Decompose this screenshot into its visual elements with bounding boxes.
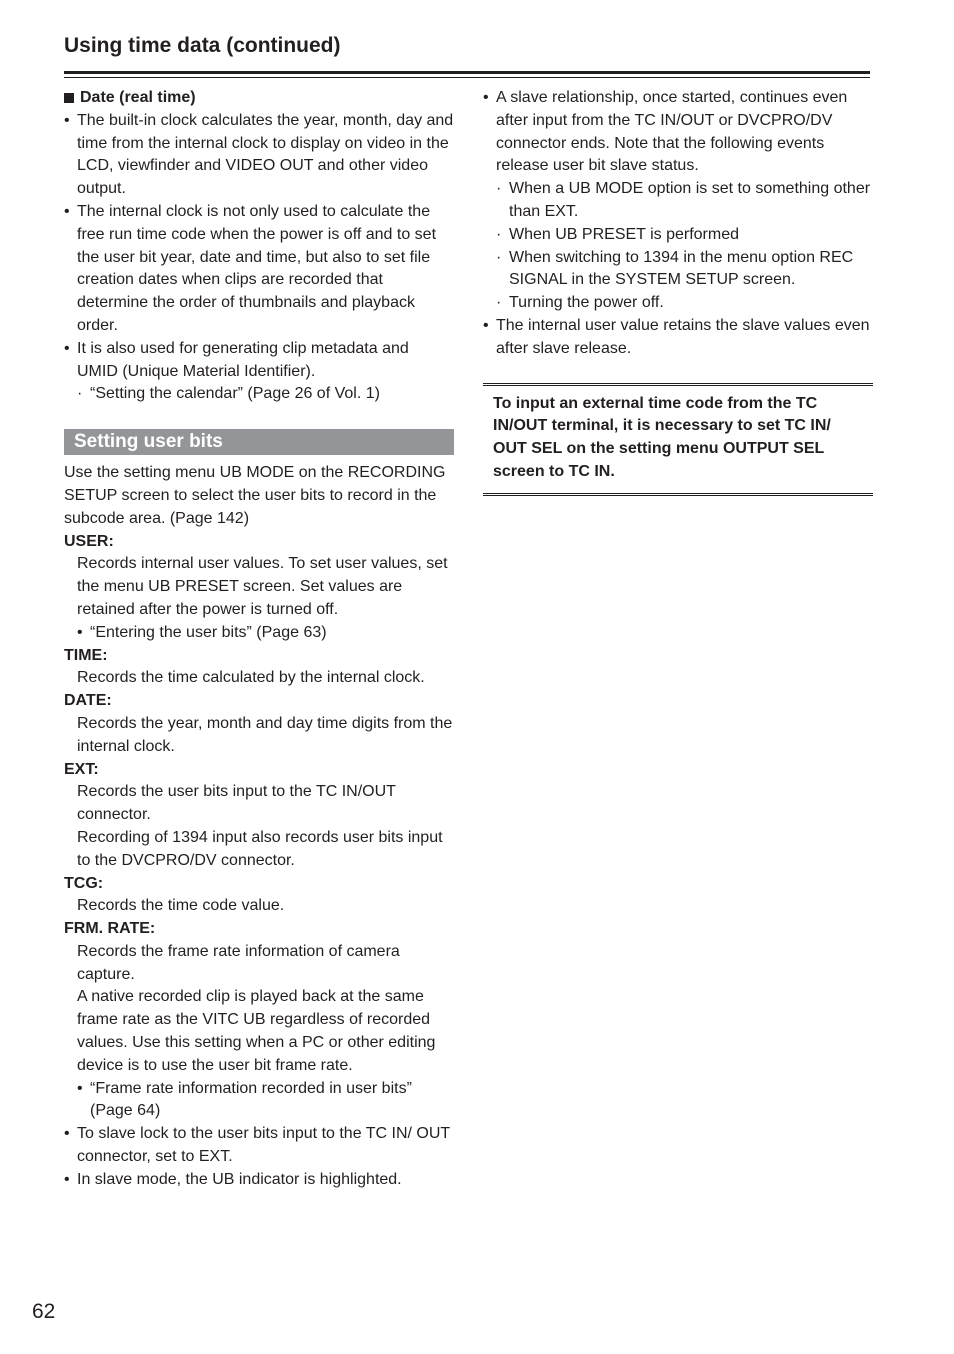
right-column — [483, 87, 873, 496]
tcg-label: TCG: — [64, 874, 104, 892]
release-item-2: · When UB PRESET is performed — [496, 225, 740, 243]
date-bullet-3: • It is also used for generating clip metadata and UMID (Unique Material Identifier). — [64, 338, 454, 384]
date-heading: Date (real time) — [64, 87, 454, 110]
frm-rate-reference: • “Frame rate information recorded in user bits” (Page 64) — [77, 1078, 454, 1124]
release-item-4: · Turning the power off. — [496, 294, 664, 312]
slave-relationship-bullet: • A slave relationship, once started, continues even after input from the TC IN/OUT or DVCPRO/DV connector ends. Note that the following events release user bit slave status. — [483, 87, 873, 178]
release-item-1: · When a UB MODE option is set to something other than EXT. — [496, 180, 871, 220]
date-bullet-1: • The built-in clock calculates the year, month, day and time from the internal clock to display on video in the LCD, viewfinder and VIDEO OUT and other video output. — [64, 110, 454, 201]
square-bullet-icon — [64, 93, 74, 103]
page-title: Using time data (continued) — [64, 34, 341, 57]
time-label: TIME: — [64, 646, 108, 664]
time-text: Records the time calculated by the internal clock. — [77, 669, 425, 687]
date-label: DATE: — [64, 692, 112, 710]
title-rule — [64, 71, 870, 78]
slave-mode-bullet: • In slave mode, the UB indicator is highlighted. — [64, 1169, 454, 1192]
date-reference: · “Setting the calendar” (Page 26 of Vol. 1) — [77, 385, 380, 403]
page-number: 62 — [32, 1300, 56, 1323]
left-column — [64, 87, 454, 1192]
slave-lock-bullet: • To slave lock to the user bits input to the TC IN/ OUT connector, set to EXT. — [64, 1123, 454, 1169]
ext-text-1: Records the user bits input to the TC IN/OUT connector. — [77, 783, 396, 824]
frm-rate-text-1: Records the frame rate information of camera capture. — [77, 942, 400, 983]
note-text: To input an external time code from the TC IN/OUT terminal, it is necessary to set TC IN/ OUT SEL on the setting menu OUTPUT SEL screen to TC IN. — [493, 394, 831, 480]
internal-user-value-bullet: • The internal user value retains the slave values even after slave release. — [483, 315, 873, 361]
ext-label: EXT: — [64, 760, 99, 778]
intro-text: Use the setting menu UB MODE on the RECORDING SETUP screen to select the user bits to record in the subcode area. (Page 142) — [64, 464, 446, 527]
frm-rate-text-2: A native recorded clip is played back at the same frame rate as the VITC UB regardless of recorded values. Use this setting when a PC or other editing device is to use the user bit frame rate. — [77, 988, 436, 1074]
user-text: Records internal user values. To set user values, set the menu UB PRESET screen. Set values are retained after the power is turned off. — [77, 555, 448, 618]
user-label: USER: — [64, 532, 114, 550]
note-box — [483, 383, 873, 496]
tcg-text: Records the time code value. — [77, 897, 285, 915]
date-bullet-2: • The internal clock is not only used to calculate the free run time code when the power is off and to set the user bit year, date and time, but also to set file creation dates when clips are recorded that determine the order of thumbnails and playback order. — [64, 201, 454, 338]
date-text: Records the year, month and day time digits from the internal clock. — [77, 714, 453, 755]
frm-rate-label: FRM. RATE: — [64, 920, 156, 938]
ext-text-2: Recording of 1394 input also records user bits input to the DVCPRO/DV connector. — [77, 828, 443, 869]
user-reference: • “Entering the user bits” (Page 63) — [77, 622, 454, 645]
section-title: Setting user bits — [64, 429, 454, 455]
release-item-3: · When switching to 1394 in the menu option REC SIGNAL in the SYSTEM SETUP screen. — [496, 248, 854, 289]
